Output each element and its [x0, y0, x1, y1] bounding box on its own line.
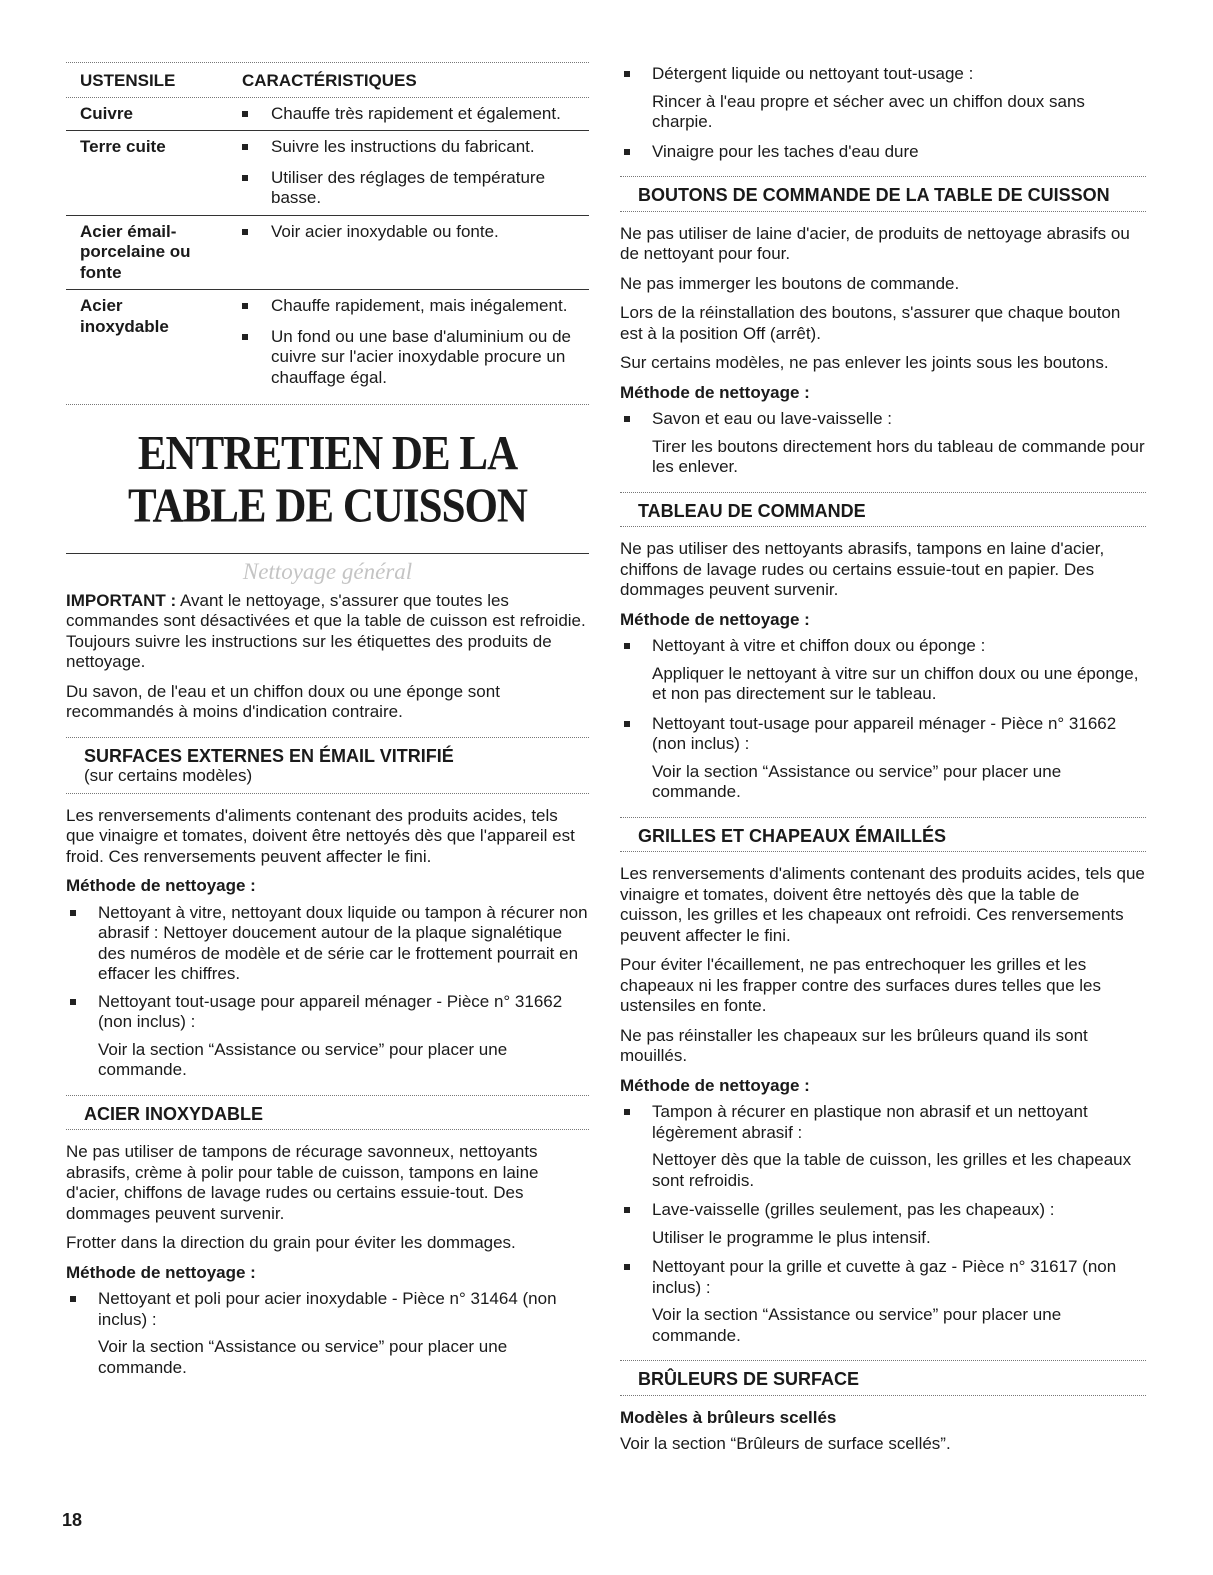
list-item-detail: Rincer à l'eau propre et sécher avec un chiffon doux sans charpie.	[652, 91, 1085, 131]
col-header-characteristics: CARACTÉRISTIQUES	[242, 71, 417, 90]
bullet-icon	[242, 303, 248, 309]
list-item: Vinaigre pour les taches d'eau dure	[620, 142, 1146, 163]
bullet-icon	[242, 175, 248, 181]
list-item: Nettoyant tout-usage pour appareil ménager - Pièce n° 31662 (non inclus) :	[66, 992, 589, 1033]
list-item-detail: Tirer les boutons directement hors du tableau de commande pour les enlever.	[652, 436, 1145, 476]
table-row	[66, 290, 589, 404]
paragraph: Pour éviter l'écaillement, ne pas entrechoquer les grilles et les chapeaux ni les frapper contre des surfaces dures telles que les ustensiles en fonte.	[620, 955, 1101, 1015]
title-divider	[66, 553, 589, 554]
list-item-detail: Voir la section “Assistance ou service” pour placer une commande.	[652, 761, 1062, 801]
list-item: Détergent liquide ou nettoyant tout-usage :	[620, 64, 1146, 85]
bullet-icon	[242, 144, 248, 150]
bullet-icon	[70, 910, 76, 916]
bullet-icon	[624, 71, 630, 77]
bullet-icon	[624, 149, 630, 155]
bullet-icon	[242, 111, 248, 117]
list-item-detail: Voir la section “Assistance ou service” pour placer une commande.	[98, 1039, 508, 1079]
bullet-icon	[624, 1109, 630, 1115]
list-item: Nettoyant pour la grille et cuvette à gaz - Pièce n° 31617 (non inclus) :	[620, 1257, 1146, 1298]
table-cell: Suivre les instructions du fabricant.	[271, 137, 535, 156]
table-row	[66, 98, 589, 131]
list-item-detail: Appliquer le nettoyant à vitre sur un chiffon doux ou une éponge, et non pas directement sur le tableau.	[652, 663, 1139, 703]
divider	[620, 1395, 1146, 1396]
list-item-detail: Nettoyer dès que la table de cuisson, les grilles et les chapeaux sont refroidis.	[652, 1150, 1132, 1190]
bullet-icon	[242, 334, 248, 340]
list-item-detail: Utiliser le programme le plus intensif.	[652, 1227, 931, 1247]
paragraph: Les renversements d'aliments contenant des produits acides, tels que vinaigre et tomates, doivent être nettoyés dès que la table de cuisson, les grilles et les chapeaux ont refroidi. Ces renversements peuvent affecter le fini.	[620, 864, 1145, 945]
bullet-icon	[624, 1207, 630, 1213]
table-cell: Chauffe très rapidement et également.	[271, 103, 561, 123]
right-column	[620, 0, 1146, 1464]
paragraph: Ne pas réinstaller les chapeaux sur les brûleurs quand ils sont mouillés.	[620, 1025, 1088, 1065]
paragraph: Les renversements d'aliments contenant des produits acides, tels que vinaigre et tomates, doivent être nettoyés dès que l'appareil est froid. Ces renversements peuvent affecter le fini.	[66, 805, 575, 866]
paragraph: Sur certains modèles, ne pas enlever les joints sous les boutons.	[620, 353, 1109, 372]
divider	[620, 851, 1146, 852]
section-heading-panel: TABLEAU DE COMMANDE	[638, 500, 866, 521]
paragraph: Ne pas utiliser de tampons de récurage savonneux, nettoyants abrasifs, crème à polir pour table de cuisson, tampons en laine d'acier, chiffons de lavage rudes ou certains essuie-tout. Des dommages peuvent survenir.	[66, 1142, 539, 1223]
table-row	[66, 216, 589, 290]
divider	[66, 793, 589, 794]
table-cell: Chauffe rapidement, mais inégalement.	[271, 296, 568, 315]
utensil-name: Acier émail-porcelaine ou fonte	[80, 221, 191, 282]
table-row	[66, 131, 589, 215]
bullet-icon	[624, 416, 630, 422]
subsection-heading: Modèles à brûleurs scellés	[620, 1407, 837, 1427]
page-number: 18	[62, 1510, 83, 1530]
paragraph: Ne pas immerger les boutons de commande.	[620, 273, 960, 293]
bullet-icon	[624, 643, 630, 649]
list-item-detail: Voir la section “Assistance ou service” pour placer une commande.	[652, 1305, 1062, 1345]
important-note: IMPORTANT : Avant le nettoyage, s'assurer que toutes les commandes sont désactivées et que la table de cuisson est refroidie. Toujours suivre les instructions sur les étiquettes des produits de nettoyage.	[66, 590, 586, 671]
list-item: Nettoyant tout-usage pour appareil ménager - Pièce n° 31662 (non inclus) :	[620, 714, 1146, 755]
paragraph: Lors de la réinstallation des boutons, s'assurer que chaque bouton est à la position Off (arrêt).	[620, 303, 1121, 343]
paragraph: Ne pas utiliser des nettoyants abrasifs, tampons en laine d'acier, chiffons de lavage rudes ou certains essuie-tout en papier. Des dommages peuvent survenir.	[620, 539, 1105, 599]
bullet-icon	[624, 721, 630, 727]
list-item: Tampon à récurer en plastique non abrasif et un nettoyant légèrement abrasif :	[620, 1102, 1146, 1143]
utensil-name: Cuivre	[80, 103, 133, 123]
section-subheading: (sur certains modèles)	[84, 766, 253, 785]
bullet-icon	[70, 999, 76, 1005]
paragraph: Frotter dans la direction du grain pour éviter les dommages.	[66, 1233, 516, 1252]
method-heading: Méthode de nettoyage :	[620, 1075, 810, 1095]
table-cell: Utiliser des réglages de température basse.	[271, 167, 546, 207]
page-title: ENTRETIEN DE LA TABLE DE CUISSON	[128, 427, 527, 533]
section-heading-grates: GRILLES ET CHAPEAUX ÉMAILLÉS	[638, 825, 947, 846]
bullet-icon	[624, 1264, 630, 1270]
list-item: Nettoyant à vitre et chiffon doux ou éponge :	[620, 636, 1146, 657]
divider	[620, 211, 1146, 212]
table-header	[66, 63, 589, 97]
bullet-icon	[242, 229, 248, 235]
divider	[66, 404, 589, 405]
section-title-general: Nettoyage général	[242, 559, 413, 584]
col-header-utensil: USTENSILE	[80, 71, 176, 90]
list-item-detail: Voir la section “Assistance ou service” pour placer une commande.	[98, 1337, 508, 1377]
list-item: Savon et eau ou lave-vaisselle :	[620, 409, 1146, 430]
list-item: Nettoyant à vitre, nettoyant doux liquide ou tampon à récurer non abrasif : Nettoyer doucement autour de la plaque signalétique des numéros de modèle et de série car le frottement pourrait en effacer les chiffres.	[66, 903, 589, 985]
section-heading-burners: BRÛLEURS DE SURFACE	[638, 1369, 860, 1389]
method-heading: Méthode de nettoyage :	[620, 609, 810, 629]
left-column	[66, 0, 589, 1387]
list-item: Nettoyant et poli pour acier inoxydable - Pièce n° 31464 (non inclus) :	[66, 1289, 589, 1330]
paragraph: Ne pas utiliser de laine d'acier, de produits de nettoyage abrasifs ou de nettoyant pour four.	[620, 223, 1130, 263]
bullet-icon	[70, 1296, 76, 1302]
general-note: Du savon, de l'eau et un chiffon doux ou une éponge sont recommandés à moins d'indication contraire.	[66, 681, 500, 721]
table-cell: Voir acier inoxydable ou fonte.	[271, 221, 499, 241]
paragraph: Voir la section “Brûleurs de surface scellés”.	[620, 1434, 951, 1453]
list-item: Lave-vaisselle (grilles seulement, pas les chapeaux) :	[620, 1200, 1146, 1221]
table-cell: Un fond ou une base d'aluminium ou de cuivre sur l'acier inoxydable procure un chauffage égal.	[271, 326, 572, 387]
utensil-name: Acier inoxydable	[80, 296, 169, 336]
method-heading: Méthode de nettoyage :	[66, 1262, 256, 1282]
section-heading-enamel: SURFACES EXTERNES EN ÉMAIL VITRIFIÉ	[84, 745, 454, 766]
divider	[66, 1129, 589, 1130]
section-heading-stainless: ACIER INOXYDABLE	[84, 1103, 264, 1124]
utensil-name: Terre cuite	[80, 137, 166, 156]
method-heading: Méthode de nettoyage :	[66, 876, 256, 895]
divider	[620, 526, 1146, 527]
method-heading: Méthode de nettoyage :	[620, 382, 810, 402]
section-heading-knobs: BOUTONS DE COMMANDE DE LA TABLE DE CUISSON	[638, 185, 1110, 205]
